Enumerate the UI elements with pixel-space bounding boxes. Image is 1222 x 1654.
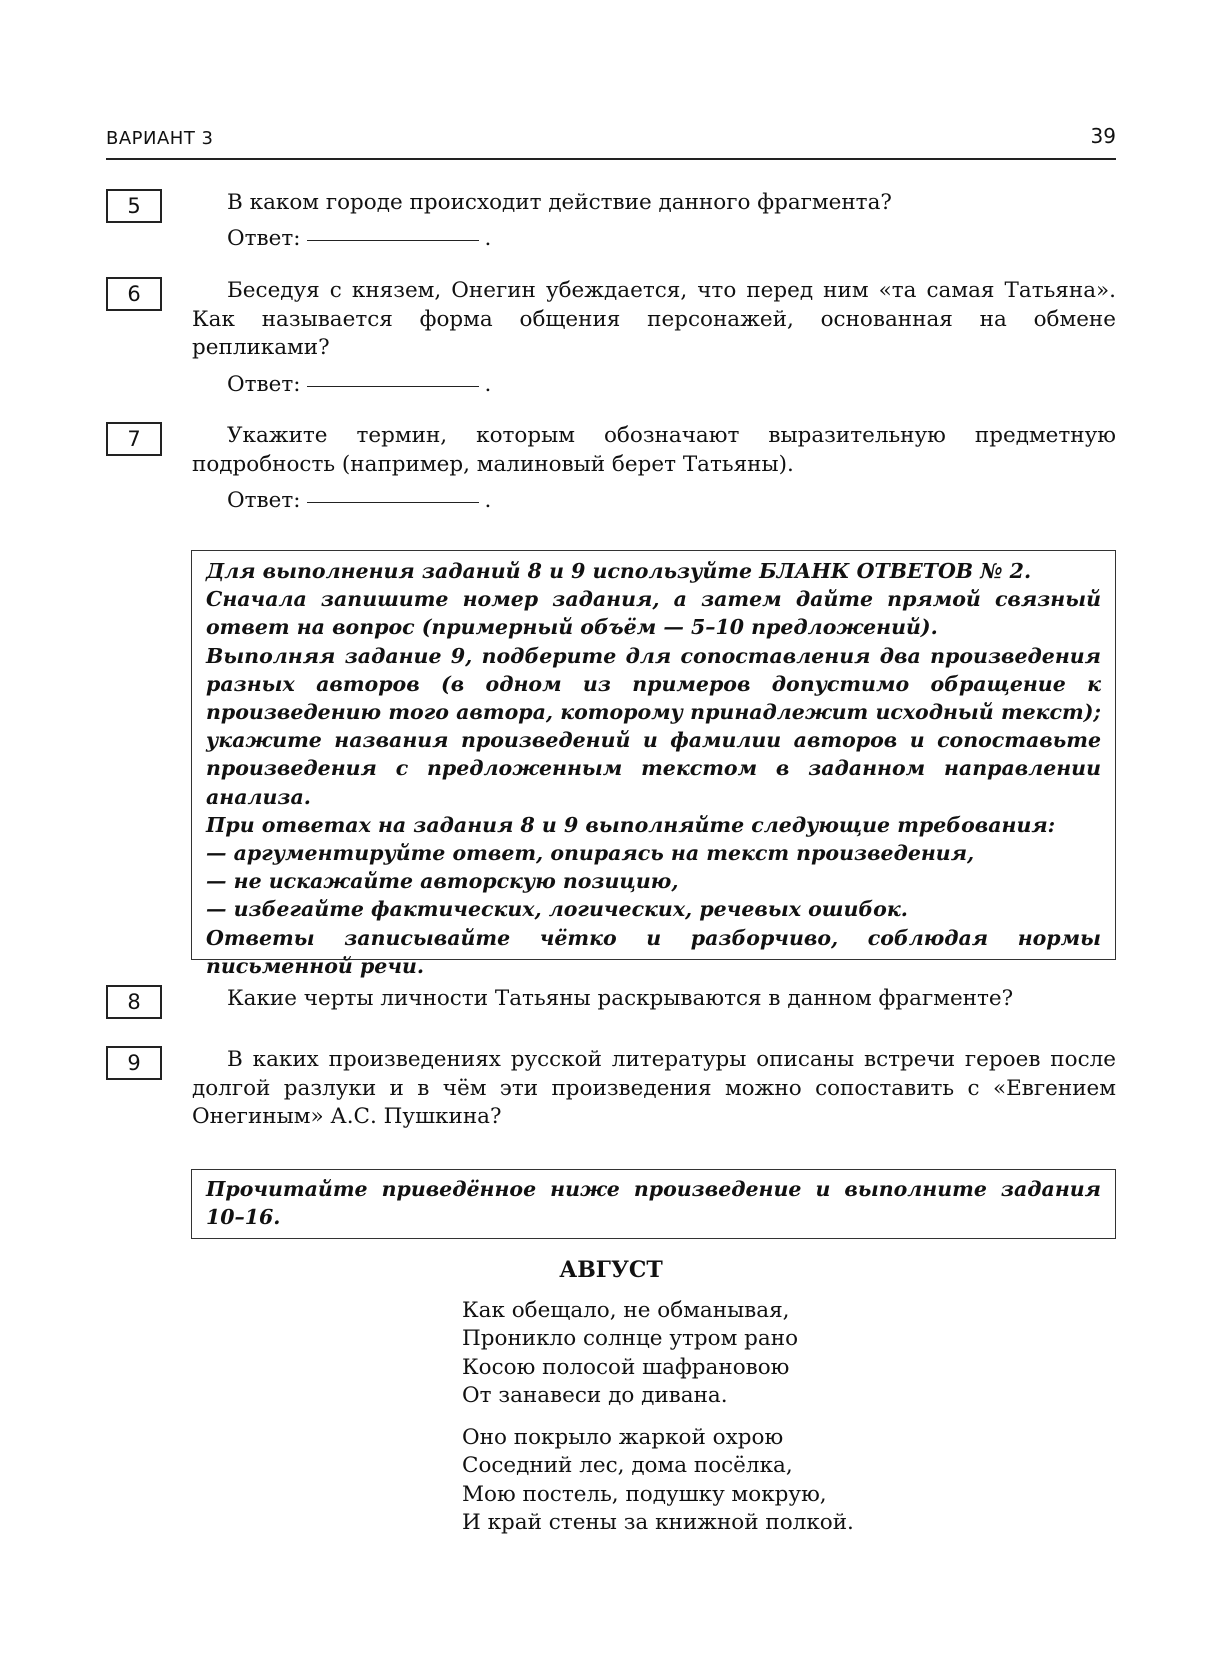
requirement-item: — избегайте фактических, логических, речевых ошибок.	[206, 897, 908, 922]
instructions-box	[191, 550, 1116, 978]
task-question: Какие черты личности Татьяны раскрываются в данном фрагменте?	[227, 986, 1014, 1011]
task-number-box: 9	[106, 1046, 162, 1080]
page-number: 39	[1090, 124, 1116, 148]
task-number-box: 5	[106, 189, 162, 223]
requirement-item: — не искажайте авторскую позицию,	[206, 869, 679, 894]
instruction-line: Ответы записывайте чётко и разборчиво, соблюдая нормы письменной речи.	[206, 925, 1101, 978]
instruction-line: Для выполнения заданий 8 и 9 используйте БЛАНК ОТВЕТОВ № 2.	[206, 559, 1032, 583]
poem-line: Косою полосой шафрановою	[462, 1354, 790, 1380]
poem-line: Мою постель, подушку мокрую,	[462, 1481, 827, 1507]
answer-line[interactable]	[307, 386, 479, 387]
answer-line[interactable]	[307, 240, 479, 241]
page-header	[106, 124, 1116, 160]
task-question: В каком городе происходит действие данного фрагмента?	[227, 190, 892, 215]
answer-field[interactable]: Ответ: .	[227, 488, 492, 513]
poem-line: Проникло солнце утром рано	[462, 1326, 799, 1352]
task-question: В каких произведениях русской литературы описаны встречи героев после долгой разлуки и в чём эти произведения можно сопоставить с «Евгением Онегиным» А.С. Пушкина?	[192, 1047, 1116, 1129]
instruction-line: Сначала запишите номер задания, а затем дайте прямой связный ответ на вопрос (примерный объём — 5–10 предложений).	[206, 587, 1101, 640]
poem-line: Соседний лес, дома посёлка,	[462, 1453, 793, 1479]
answer-line[interactable]	[307, 502, 479, 503]
poem-line: И край стены за книжной полкой.	[462, 1509, 854, 1535]
answer-field[interactable]: Ответ: .	[227, 372, 492, 397]
poem-line: Оно покрыло жаркой охрою	[462, 1425, 784, 1450]
poem-stanza-1	[462, 1297, 798, 1410]
task-number-box: 6	[106, 277, 162, 311]
read-instruction: Прочитайте приведённое ниже произведение и выполните задания 10–16.	[206, 1177, 1101, 1230]
poem-line: От занавеси до дивана.	[462, 1382, 728, 1408]
poem-line: Как обещало, не обманывая,	[462, 1298, 790, 1323]
read-instruction-box	[191, 1169, 1116, 1239]
variant-label: ВАРИАНТ 3	[106, 128, 214, 149]
task-number-box: 8	[106, 985, 162, 1019]
requirement-item: — аргументируйте ответ, опираясь на текст произведения,	[206, 841, 975, 866]
instruction-line: При ответах на задания 8 и 9 выполняйте следующие требования:	[206, 812, 1056, 837]
task-question: Беседуя с князем, Онегин убеждается, что перед ним «та самая Татьяна». Как называется форма общения персонажей, основанная на обмене репликами?	[192, 278, 1116, 360]
poem-stanza-2	[462, 1424, 854, 1537]
answer-field[interactable]: Ответ: .	[227, 226, 492, 251]
task-number-box: 7	[106, 422, 162, 456]
task-question: Укажите термин, которым обозначают выразительную предметную подробность (например, малиновый берет Татьяны).	[192, 423, 1116, 477]
instruction-line: Выполняя задание 9, подберите для сопоставления два произведения разных авторов (в одном из примеров допустимо обращение к произведению того автора, которому принадлежит исходный текст); укажите названия произведений и фамилии авторов и сопоставьте произведения с предложенным текстом в заданном направлении анализа.	[206, 643, 1101, 809]
poem-title: АВГУСТ	[559, 1257, 663, 1283]
